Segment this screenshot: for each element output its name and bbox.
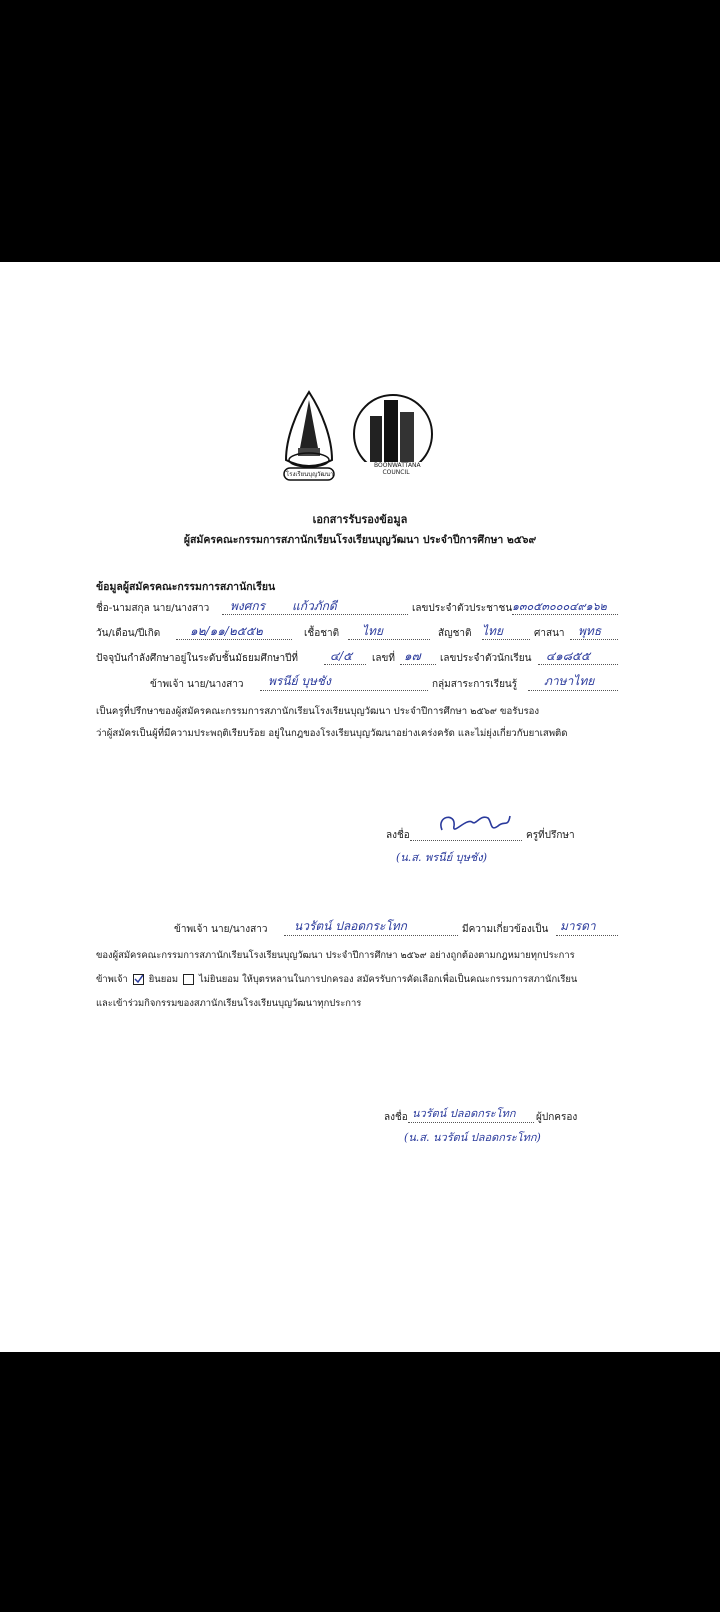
subject-value: ภาษาไทย bbox=[544, 674, 595, 688]
ethnicity-value: ไทย bbox=[362, 624, 383, 638]
teacher-sign-label: ลงชื่อ bbox=[386, 830, 410, 841]
guardian-line-3: และเข้าร่วมกิจกรรมของสภานักเรียนโรงเรียนบุญวัฒนาทุกประการ bbox=[96, 998, 362, 1009]
document-page bbox=[0, 262, 720, 1352]
student-id-label: เลขประจำตัวนักเรียน bbox=[440, 653, 532, 664]
check-icon bbox=[134, 975, 143, 984]
consent-yes-label: ยินยอม bbox=[148, 974, 179, 985]
id-value: ๑๓๐๕๓๐๐๐๔๙๑๖๒ bbox=[512, 600, 607, 613]
last-name-value: แก้วภักดี bbox=[292, 599, 337, 613]
guardian-sign-line bbox=[408, 1122, 534, 1123]
school-seal-logo bbox=[278, 390, 340, 484]
relation-value: มารดา bbox=[560, 919, 596, 933]
number-label: เลขที่ bbox=[372, 653, 395, 664]
consent-no-checkbox[interactable] bbox=[183, 974, 194, 985]
consent-yes-checkbox[interactable] bbox=[133, 974, 144, 985]
consent-no-label: ไม่ยินยอม bbox=[198, 974, 240, 985]
grade-label: ปัจจุบันกำลังศึกษาอยู่ในระดับชั้นมัธยมศึกษาปีที่ bbox=[96, 653, 299, 664]
doc-subtitle: ผู้สมัครคณะกรรมการสภานักเรียนโรงเรียนบุญวัฒนา ประจำปีการศึกษา ๒๕๖๙ bbox=[183, 534, 537, 546]
nationality-label: สัญชาติ bbox=[438, 628, 472, 639]
name-label: ชื่อ-นามสกุล นาย/นางสาว bbox=[96, 603, 210, 614]
teacher-signature-image bbox=[432, 808, 512, 842]
consent-prefix: ข้าพเจ้า bbox=[96, 974, 128, 985]
religion-label: ศาสนา bbox=[534, 628, 565, 639]
guardian-label: ข้าพเจ้า นาย/นางสาว bbox=[174, 924, 268, 935]
consent-line bbox=[96, 972, 577, 987]
guardian-role: ผู้ปกครอง bbox=[536, 1112, 578, 1123]
dob-label: วัน/เดือน/ปีเกิด bbox=[96, 628, 161, 639]
relation-label: มีความเกี่ยวข้องเป็น bbox=[462, 924, 549, 935]
teacher-role: ครูที่ปรึกษา bbox=[526, 830, 575, 841]
guardian-printed-name: (น.ส. นวรัตน์ ปลอดกระโทก) bbox=[404, 1131, 541, 1144]
teacher-printed-name: (น.ส. พรนีย์ บุษชัง) bbox=[396, 851, 487, 864]
subject-label: กลุ่มสาระการเรียนรู้ bbox=[432, 679, 518, 690]
number-value: ๑๗ bbox=[404, 649, 421, 663]
ethnicity-label: เชื้อชาติ bbox=[304, 628, 340, 639]
guardian-sign-label: ลงชื่อ bbox=[384, 1112, 408, 1123]
id-label: เลขประจำตัวประชาชน bbox=[412, 603, 513, 614]
council-logo-text: BOONWATTANA COUNCIL bbox=[374, 462, 421, 476]
ethnicity-line bbox=[348, 639, 430, 640]
doc-title: เอกสารรับรองข้อมูล bbox=[312, 513, 408, 526]
grade-value: ๔/๕ bbox=[330, 649, 353, 663]
teacher-label: ข้าพเจ้า นาย/นางสาว bbox=[150, 679, 244, 690]
guardian-signature: นวรัตน์ ปลอดกระโทก bbox=[412, 1107, 516, 1120]
student-id-value: ๔๑๘๕๕ bbox=[546, 649, 591, 663]
first-name-value: พงศกร bbox=[230, 599, 266, 613]
religion-value: พุทธ bbox=[578, 624, 602, 638]
dob-value: ๑๒/๑๑/๒๕๕๒ bbox=[190, 624, 263, 638]
consent-tail: ให้บุตรหลานในการปกครอง สมัครรับการคัดเลือกเพื่อเป็นคณะกรรมการสภานักเรียน bbox=[242, 974, 578, 985]
teacher-name-value: พรนีย์ บุษชัง bbox=[268, 674, 331, 688]
guardian-line-1: ของผู้สมัครคณะกรรมการสภานักเรียนโรงเรียนบุญวัฒนา ประจำปีการศึกษา ๒๕๖๙ อย่างถูกต้องตามกฎหมายทุกประการ bbox=[96, 950, 575, 961]
seal-text: โรงเรียนบุญวัฒนา bbox=[286, 471, 334, 478]
certify-line-2: ว่าผู้สมัครเป็นผู้ที่มีความประพฤติเรียบร้อย อยู่ในกฎของโรงเรียนบุญวัฒนาอย่างเคร่งครัด และไม่ยุ่งเกี่ยวกับยาเสพติด bbox=[96, 728, 568, 739]
section-heading: ข้อมูลผู้สมัครคณะกรรมการสภานักเรียน bbox=[96, 581, 276, 593]
council-logo bbox=[352, 386, 434, 486]
guardian-name-value: นวรัตน์ ปลอดกระโทก bbox=[294, 919, 407, 933]
nationality-value: ไทย bbox=[482, 624, 503, 638]
certify-line-1: เป็นครูที่ปรึกษาของผู้สมัครคณะกรรมการสภานักเรียนโรงเรียนบุญวัฒนา ประจำปีการศึกษา ๒๕๖๙ ขอรับรอง bbox=[96, 706, 540, 717]
